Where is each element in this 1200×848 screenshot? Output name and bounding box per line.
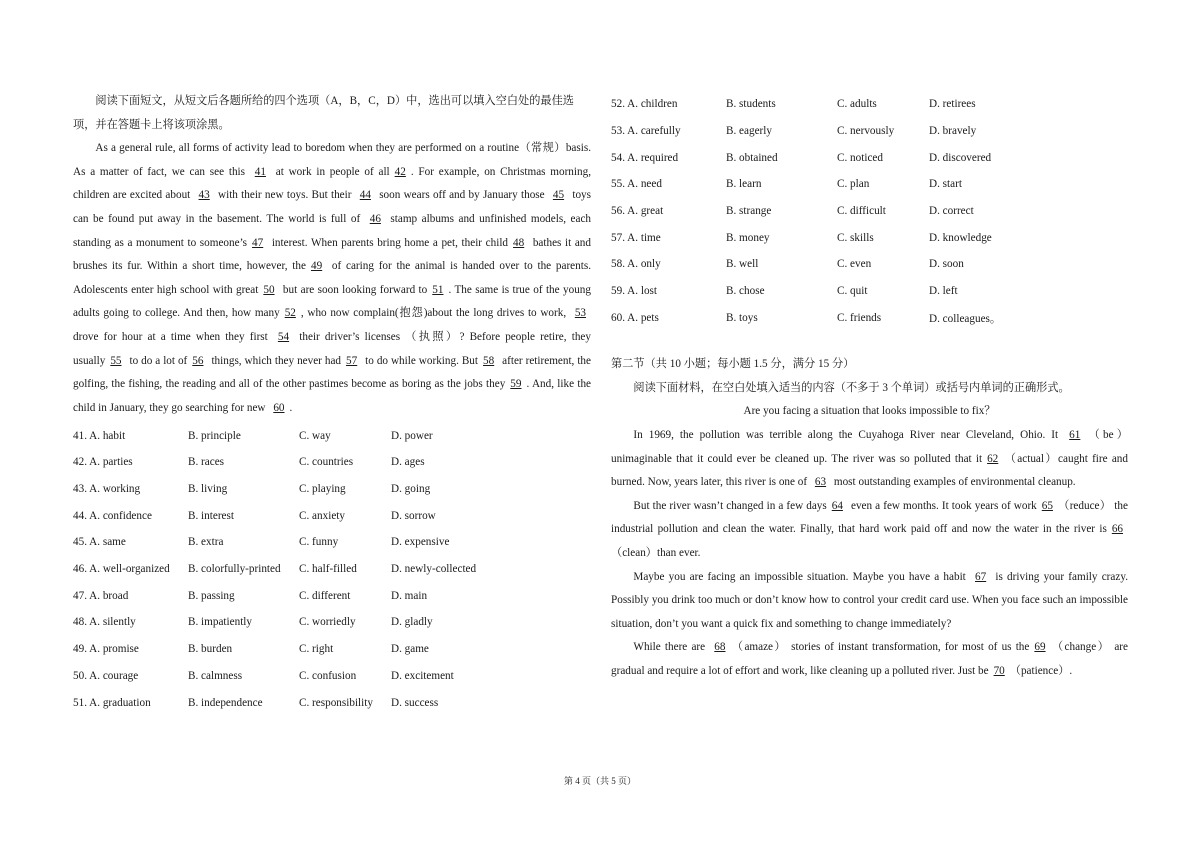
option-c: C. even [837,258,872,271]
option-a: 42. A. parties [73,456,133,469]
passage-text: （clean）than ever. [611,546,701,559]
blank-70: 70 [993,664,1005,677]
passage-text: interest. When parents bring home a pet, their child [268,236,509,249]
option-d: D. success [391,696,439,709]
option-row [611,224,1001,251]
option-b: B. passing [188,589,235,602]
option-a: 54. A. required [611,151,679,164]
option-a: 46. A. well-organized [73,563,170,576]
option-c: C. way [299,429,331,442]
passage-text: to do while working. But [362,354,478,367]
option-row [73,529,476,556]
blank-43: 43 [198,189,210,202]
option-b: B. obtained [726,151,778,164]
blank-59: 59 [510,378,522,391]
option-b: B. burden [188,643,233,656]
passage-paragraph [611,495,1128,566]
option-a: 56. A. great [611,205,664,218]
passage-text: even a few months. It took years of work [847,499,1037,512]
option-d: D. expensive [391,536,450,549]
blank-67: 67 [975,570,987,583]
option-c: C. plan [837,178,870,191]
option-d: D. main [391,589,428,602]
option-row [611,118,1001,145]
option-d: D. soon [929,258,964,271]
blank-51: 51 [432,283,444,296]
option-d: D. start [929,178,962,191]
page-footer: 第 4 页（共 5 页） [563,776,636,786]
passage-paragraph [611,424,1128,495]
option-c: C. half-filled [299,563,357,576]
blank-56: 56 [192,354,204,367]
option-row [73,582,476,609]
passage-text: While there are [633,641,710,654]
blank-64: 64 [831,499,843,512]
option-d: D. going [391,483,431,496]
blank-61: 61 [1069,428,1081,441]
option-d: D. left [929,285,958,298]
passage-text: bathes it and brushes its fur. Within a short time, however, the [73,236,591,273]
option-row [611,305,1001,332]
passage-text: But the river wasn’t changed in a few days [633,499,827,512]
option-a: 49. A. promise [73,643,139,656]
passage-text: their driver’s licenses （执照）? Before people retire, they usually [73,330,591,367]
option-b: B. interest [188,509,234,522]
option-row [73,502,476,529]
cloze-instruction: 阅读下面短文，从短文后各题所给的四个选项（A，B，C，D）中，选出可以填入空白处的最佳选项，并在答题卡上将该项涂黑。 [73,95,574,131]
option-c: C. different [299,589,351,602]
passage-text: of caring for the animal is handed over to the parents. Adolescents enter high school with great [73,260,592,296]
blank-42: 42 [394,165,406,178]
passage-text: soon wears off and by January those [375,189,548,202]
option-row [611,278,1001,305]
option-d: D. discovered [929,151,992,164]
option-b: B. living [188,483,228,496]
blank-55: 55 [110,354,122,367]
passage-text: Maybe you are facing an impossible situation. Maybe you have a habit [633,570,970,583]
option-c: C. skills [837,231,874,244]
blank-46: 46 [369,212,381,225]
blank-57: 57 [346,354,358,367]
blank-52: 52 [284,307,296,320]
option-a: 57. A. time [611,231,661,244]
blank-48: 48 [513,236,525,249]
blank-68: 68 [714,641,726,654]
grammar-fill-instruction: 阅读下面材料，在空白处填入适当的内容（不多于 3 个单词）或括号内单词的正确形式。 [633,381,1070,394]
passage-text: （be）unimaginable that it could ever be cleaned up. The river was so polluted that it [611,428,1128,465]
option-c: C. funny [299,536,339,549]
passage-text: （amaze） stories of instant transformation, for most of us the [730,641,1030,654]
option-a: 60. A. pets [611,311,659,324]
passage-text: is driving your family crazy. Possibly you drink too much or don’t know how to control your credit card use. When you face such an impossible situation, don’t you want a quick fix and something to change immediately? [611,570,1128,630]
option-a: 47. A. broad [73,589,129,602]
option-b: B. calmness [188,669,243,682]
option-b: B. impatiently [188,616,253,629]
section-heading: 第二节（共 10 小题；每小题 1.5 分，满分 15 分） [611,358,855,371]
passage-text: （change） are gradual and require a lot of effort and work, like cleaning up a polluted river. Just be [611,641,1128,677]
blank-45: 45 [552,189,565,202]
passage-text: . And, like the child in January, they go searching for new [73,378,592,414]
blank-66: 66 [1111,523,1123,536]
option-d: D. knowledge [929,231,992,244]
passage-text: （patience）. [1009,664,1073,677]
blank-49: 49 [310,260,323,273]
option-c: C. nervously [837,125,895,138]
option-d: D. gladly [391,616,433,629]
right-column [611,90,1128,684]
option-c: C. noticed [837,151,883,164]
option-a: 41. A. habit [73,429,126,442]
option-b: B. eagerly [726,125,772,138]
option-d: D. power [391,429,433,442]
option-b: B. toys [726,311,758,324]
option-a: 45. A. same [73,536,126,549]
option-c: C. confusion [299,669,357,682]
passage-text: at work in people of all [270,165,390,178]
option-d: D. newly-collected [391,563,477,576]
option-a: 53. A. carefully [611,125,681,138]
option-c: C. anxiety [299,509,345,522]
blank-58: 58 [483,354,495,367]
passage-text: As a general rule, all forms of activity lead to boredom when they are performed on a routine（常规）basis. As a matter of fact, we can see this [73,142,591,178]
option-b: B. strange [726,205,772,218]
passage-text: （actual）caught fire and burned. Now, years later, this river is one of [611,452,1128,489]
option-a: 59. A. lost [611,285,658,298]
grammar-fill-passage [611,424,1128,684]
blank-50: 50 [263,283,275,296]
option-row [611,198,1001,225]
option-c: C. quit [837,285,868,298]
blank-69: 69 [1034,641,1046,654]
option-d: D. bravely [929,125,977,138]
option-row [611,91,1001,118]
blank-62: 62 [987,452,999,465]
blank-60: 60 [273,401,285,414]
option-d: D. retirees [929,98,976,111]
option-a: 50. A. courage [73,669,139,682]
option-b: B. colorfully-printed [188,563,281,576]
option-c: C. right [299,643,334,656]
option-b: B. learn [726,178,762,191]
option-b: B. independence [188,696,263,709]
blank-44: 44 [359,189,371,202]
option-b: B. well [726,258,759,271]
option-d: D. excitement [391,669,454,682]
option-row [611,144,1001,171]
option-a: 52. A. children [611,98,678,111]
passage-text: things, which they never had [208,354,342,367]
option-row [611,251,1001,278]
passage-title: Are you facing a situation that looks impossible to fix？ [743,405,996,418]
option-c: C. worriedly [299,616,356,629]
option-c: C. friends [837,311,882,324]
option-a: 55. A. need [611,178,662,191]
option-b: B. races [188,456,225,469]
option-a: 51. A. graduation [73,696,151,709]
options-table-52-60 [611,91,1001,331]
option-a: 58. A. only [611,258,661,271]
option-b: B. extra [188,536,224,549]
option-a: 48. A. silently [73,616,136,629]
option-row [73,449,476,476]
passage-text: （reduce） the industrial pollution and clean the water. Finally, that hard work paid off and now the water in the river is [611,499,1128,536]
option-b: B. students [726,98,776,111]
option-c: C. playing [299,483,346,496]
option-c: C. responsibility [299,696,373,709]
option-row [73,422,476,449]
cloze-passage [73,137,591,420]
option-b: B. money [726,231,770,244]
option-d: D. ages [391,456,425,469]
option-c: C. difficult [837,205,886,218]
passage-text: toys can be found put away in the basement. The world is full of [73,189,591,225]
passage-text: In 1969, the pollution was terrible along the Cuyahoga River near Cleveland, Ohio. It [633,428,1065,441]
option-row [611,171,1001,198]
passage-paragraph [611,566,1128,637]
option-d: D. correct [929,205,974,218]
passage-text: stamp albums and unfinished models, each standing as a monument to someone’s [73,212,592,249]
blank-41: 41 [254,165,266,178]
option-row [73,689,476,716]
option-row [73,609,476,636]
option-row [73,663,476,690]
left-column [73,90,591,716]
blank-63: 63 [814,476,827,489]
passage-text: . [289,401,293,414]
option-row [73,636,476,663]
passage-text: but are soon looking forward to [279,283,428,296]
option-d: D. sorrow [391,509,436,522]
option-a: 44. A. confidence [73,509,152,522]
option-c: C. adults [837,98,877,111]
option-d: D. colleagues。 [929,312,1002,325]
option-row [73,556,476,583]
passage-text: to do a lot of [126,354,188,367]
passage-text: . For example, on Christmas morning, children are excited about [73,165,591,202]
option-b: B. principle [188,429,241,442]
blank-47: 47 [252,236,264,249]
passage-text: after retirement, the golfing, the fishing, the reading and all of the other pastimes become as boring as the jobs they [73,354,591,391]
blank-65: 65 [1041,499,1053,512]
options-table-41-51 [73,422,476,716]
option-row [73,476,476,503]
passage-text: drove for hour at a time when they first [73,330,273,343]
blank-54: 54 [277,330,290,343]
option-c: C. countries [299,456,354,469]
passage-text: with their new toys. But their [214,189,355,202]
option-d: D. game [391,643,429,656]
passage-text: . The same is true of the young adults going to college. And then, how many [73,283,591,320]
passage-text: most outstanding examples of environmental cleanup. [831,476,1076,489]
passage-paragraph [611,636,1128,683]
passage-text: , who now complain(抱怨)about the long drives to work, [300,307,570,320]
option-a: 43. A. working [73,483,141,496]
blank-53: 53 [574,307,587,320]
option-b: B. chose [726,285,765,298]
